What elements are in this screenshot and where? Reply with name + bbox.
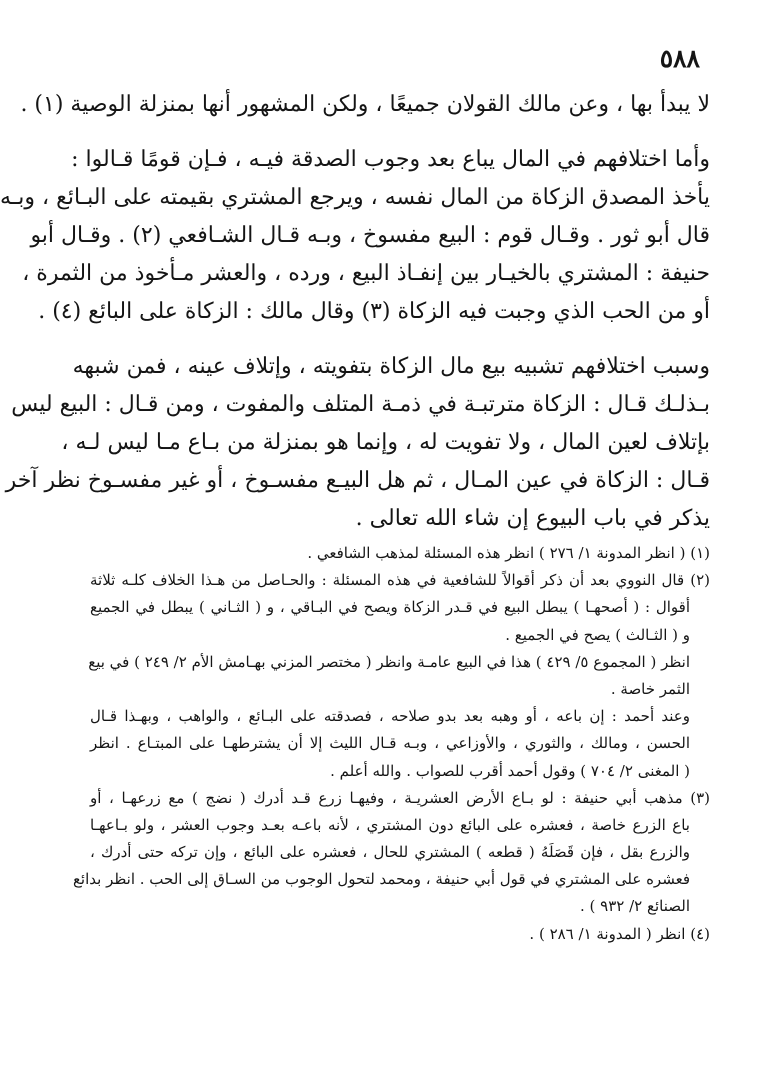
- text-line: يذكر في باب البيوع إن شاء الله تعالى .: [355, 506, 710, 531]
- footnote-line: فعشره على المشتري في قول أبي حنيفة ، ومحمد لتحول الوجوب من السـاق إلى الحب . انظر بدائع: [72, 870, 690, 889]
- page-number: ٥٨٨: [659, 44, 700, 73]
- footnote-line: وعند أحمد : إن باعه ، أو وهبه بعد بدو صلاحه ، فصدقته على البـائع ، والواهب ، وبهـذا قـال: [90, 707, 690, 726]
- footnote-line: (٤) انظر ( المدونة ١/ ٢٨٦ ) .: [529, 924, 710, 943]
- footnote-line: و ( الثـالث ) يصح في الجميع .: [505, 625, 690, 644]
- text-line: لا يبدأ بها ، وعن مالك القولان جميعًا ، ولكن المشهور أنها بمنزلة الوصية (١) .: [20, 92, 710, 117]
- footnote-line: باع الزرع خاصة ، فعشره على البائع دون المشتري ، لأنه باعـه بعـد وجوب العشر ، ولو بـاعهـا: [90, 815, 690, 834]
- text-line: وأما اختلافهم في المال يباع بعد وجوب الصدقة فيـه ، فـإن قومًا قـالوا :: [71, 147, 710, 172]
- footnote-line: ( المغنى ٢/ ٧٠٤ ) وقول أحمد أقرب للصواب . والله أعلم .: [330, 761, 690, 780]
- footnote-line: أقوال : ( أصحهـا ) يبطل البيع في قـدر الزكاة ويصح في البـاقي ، و ( الثـاني ) يبطل في الجميع: [90, 598, 690, 617]
- footnote-line: الصنائع ٢/ ٩٣٢ ) .: [580, 897, 690, 916]
- footnote-line: الثمر خاصة .: [610, 679, 690, 698]
- footnotes: [72, 540, 710, 948]
- text-line: يأخذ المصدق الزكاة من المال نفسه ، ويرجع المشتري بقيمته على البـائع ، وبـه: [0, 185, 710, 210]
- text-line: أو من الحب الذي وجبت فيه الزكاة (٣) وقال مالك : الزكاة على البائع (٤) .: [38, 299, 710, 324]
- footnote-line: (١) ( انظر المدونة ١/ ٢٧٦ ) انظر هذه المسئلة لمذهب الشافعي .: [307, 544, 710, 562]
- footnote-line: والزرع بقل ، فإن قَصَلَهُ ( قطعه ) المشتري للحال ، فعشره على البائع ، وإن تركه حتى أدرك ،: [90, 843, 690, 862]
- text-line: بـذلـك قـال : الزكاة مترتبـة في ذمـة المتلف والمفوت ، ومن قـال : البيع ليس: [11, 392, 710, 417]
- footnote-line: الحسن ، ومالك ، والثوري ، والأوزاعي ، وبـه قـال الليث إلا أن يشترطهـا على المبتـاع . انظر: [90, 734, 690, 753]
- footnote-line: (٣) مذهب أبي حنيفة : لو بـاع الأرض العشريـة ، وفيهـا زرع قـد أدرك ( نضج ) مع زرعهـا ، أو: [90, 788, 710, 807]
- text-line: بإتلاف لعين المال ، ولا تفويت له ، وإنما هو بمنزلة من بـاع مـا ليس لـه ،: [61, 430, 710, 455]
- text-line: قال أبو ثور . وقـال قوم : البيع مفسوخ ، وبـه قـال الشـافعي (٢) . وقـال أبو: [30, 223, 710, 248]
- main-text: [0, 86, 710, 538]
- footnote-line: (٢) قال النووي بعد أن ذكر أقوالاً للشافعية في هذه المسئلة : والحـاصل من هـذا الخلاف كلـه ثلاثة: [90, 571, 710, 590]
- text-line: قـال : الزكاة في عين المـال ، ثم هل البيـع مفسـوخ ، أو غير مفسـوخ نظر آخر: [5, 468, 710, 493]
- text-line: حنيفة : المشتري بالخيـار بين إنفـاذ البيع ، ورده ، والعشر مـأخوذ من الثمرة ،: [22, 261, 710, 286]
- footnote-line: انظر ( المجموع ٥/ ٤٢٩ ) هذا في البيع عامـة وانظر ( مختصر المزني بهـامش الأم ٢/ ٢٤٩ ) في بيع: [88, 652, 690, 671]
- text-line: وسبب اختلافهم تشبيه بيع مال الزكاة بتفويته ، وإتلاف عينه ، فمن شبهه: [72, 354, 710, 379]
